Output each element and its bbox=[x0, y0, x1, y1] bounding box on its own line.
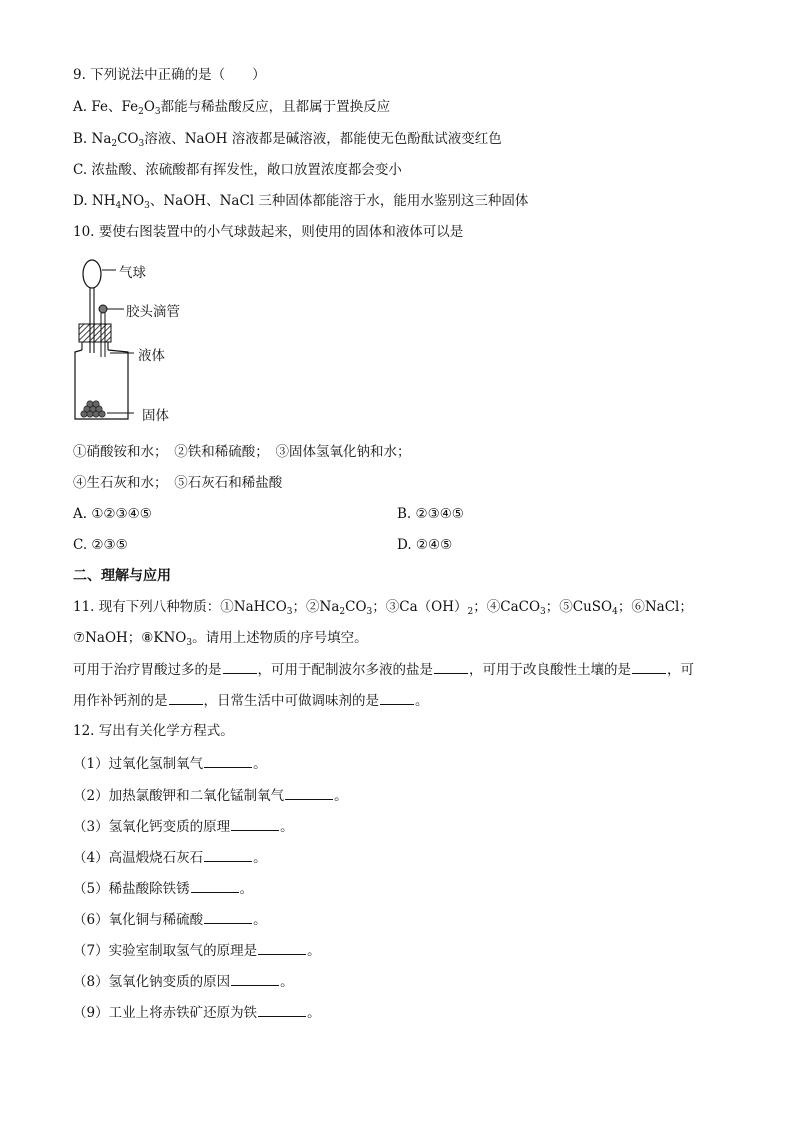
answer-blank[interactable] bbox=[223, 660, 257, 674]
answer-blank[interactable] bbox=[191, 879, 239, 893]
q9-stem: 9. 下列说法中正确的是（ ） bbox=[73, 67, 266, 83]
label-solid: 固体 bbox=[142, 408, 169, 424]
q9-option-a: A. Fe、$Fe_2O_3$都能与稀盐酸反应，且都属于置换反应 bbox=[73, 99, 391, 117]
q11-line2: ⑦NaOH；$⑧KNO_3$。请用上述物质的序号填空。 bbox=[73, 630, 368, 648]
q12-item-3: （3）氢氧化钙变质的原理 。 bbox=[73, 819, 294, 835]
q11-line3: 可用于治疗胃酸过多的是 ，可用于配制波尔多液的盐是 ，可用于改良酸性土壤的是 ，可 bbox=[73, 662, 694, 678]
apparatus-svg bbox=[60, 257, 220, 427]
q9-option-c: C. 浓盐酸、浓硫酸都有挥发性，敞口放置浓度都会变小 bbox=[73, 162, 402, 178]
q12-stem: 12. 写出有关化学方程式。 bbox=[73, 723, 234, 739]
q11-line1: 11. 现有下列八种物质：①NaHCO$_3$；$②Na_2CO_3$；$③Ca(OH)_2$；④CaCO$_3$；⑤CuSO$_4$；⑥NaCl； bbox=[73, 599, 693, 617]
label-liquid: 液体 bbox=[138, 348, 165, 364]
balloon-shape bbox=[83, 260, 101, 288]
q9-option-b: B. $Na_2CO_3$溶液、NaOH 溶液都是碱溶液，都能使无色酚酞试液变红色 bbox=[73, 131, 502, 149]
q12-item-6: （6）氧化铜与稀硫酸 。 bbox=[73, 912, 267, 928]
section-title: 二、理解与应用 bbox=[73, 568, 171, 584]
q10-items-line2: ④生石灰和水； ⑤石灰石和稀盐酸 bbox=[73, 475, 283, 491]
answer-blank[interactable] bbox=[285, 786, 333, 800]
q12-item-8: （8）氢氧化钠变质的原因 。 bbox=[73, 974, 294, 990]
q10-stem: 10. 要使右图装置中的小气球鼓起来，则使用的固体和液体可以是 bbox=[73, 224, 464, 240]
label-dropper: 胶头滴管 bbox=[126, 304, 180, 320]
answer-blank[interactable] bbox=[380, 691, 414, 705]
q12-item-2: （2）加热氯酸钾和二氧化锰制氧气 。 bbox=[73, 788, 348, 804]
q12-item-7: （7）实验室制取氢气的原理是 。 bbox=[73, 943, 321, 959]
q9-option-d: D. $NH_4NO_3$、NaOH、NaCl 三种固体都能溶于水，能用水鉴别这三种固体 bbox=[73, 193, 529, 211]
answer-blank[interactable] bbox=[632, 660, 666, 674]
q10-option-d: D. ②④⑤ bbox=[397, 537, 453, 553]
q12-item-5: （5）稀盐酸除铁锈 。 bbox=[73, 881, 254, 897]
answer-blank[interactable] bbox=[434, 660, 468, 674]
answer-blank[interactable] bbox=[204, 754, 252, 768]
label-balloon: 气球 bbox=[119, 265, 146, 281]
q12-item-1: （1）过氧化氢制氧气 。 bbox=[73, 756, 267, 772]
dropper-bulb bbox=[99, 305, 107, 313]
answer-blank[interactable] bbox=[258, 1003, 306, 1017]
q10-option-c: C. ②③⑤ bbox=[73, 537, 128, 553]
q10-option-a: A. ①②③④⑤ bbox=[73, 506, 152, 522]
answer-blank[interactable] bbox=[231, 817, 279, 831]
answer-blank[interactable] bbox=[204, 910, 252, 924]
answer-blank[interactable] bbox=[204, 848, 252, 862]
answer-blank[interactable] bbox=[258, 941, 306, 955]
answer-blank[interactable] bbox=[231, 972, 279, 986]
rubber-stopper bbox=[79, 324, 111, 342]
q10-items-line1: ①硝酸铵和水； ②铁和稀硫酸； ③固体氢氧化钠和水； bbox=[73, 444, 411, 460]
q11-line4: 用作补钙剂的是 ，日常生活中可做调味剂的是 。 bbox=[73, 693, 429, 709]
q12-item-9: （9）工业上将赤铁矿还原为铁 。 bbox=[73, 1005, 321, 1021]
apparatus-diagram bbox=[60, 257, 220, 427]
q12-item-4: （4）高温煅烧石灰石 。 bbox=[73, 850, 267, 866]
solid-particles bbox=[81, 401, 105, 417]
q10-option-b: B. ②③④⑤ bbox=[397, 506, 464, 522]
answer-blank[interactable] bbox=[169, 691, 203, 705]
